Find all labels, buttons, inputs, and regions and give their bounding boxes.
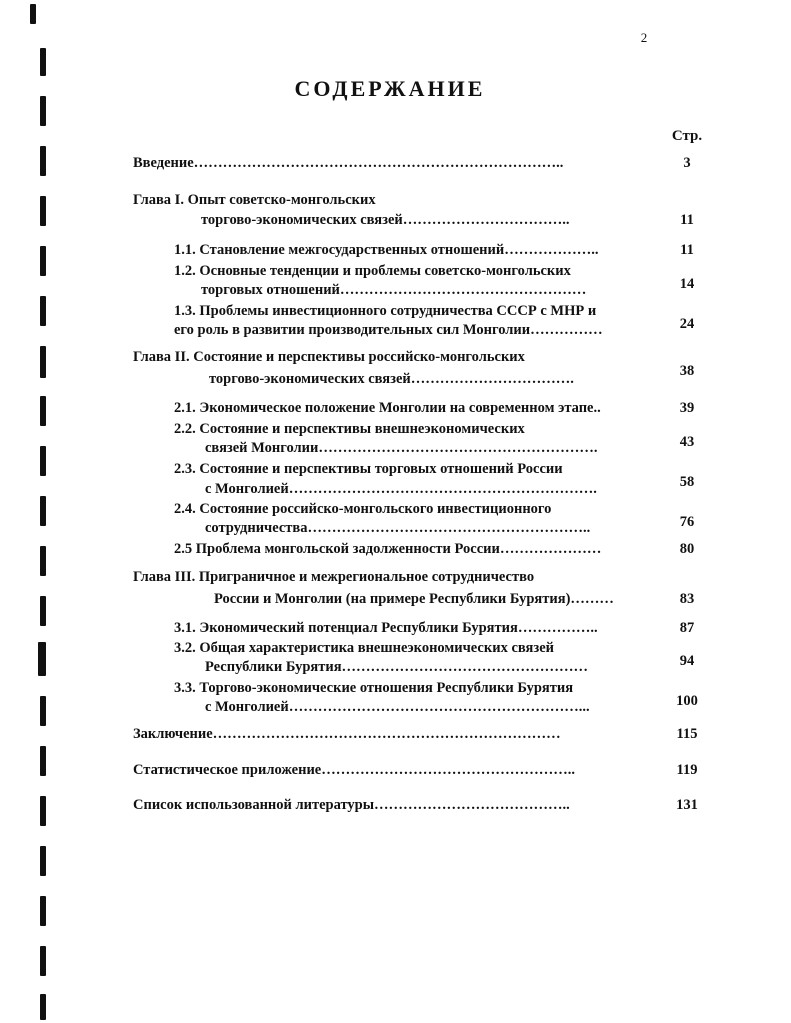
binding-mark	[40, 146, 46, 176]
toc-entry-page: 131	[676, 797, 698, 813]
toc-entry-page: 83	[679, 591, 695, 607]
toc-entry-text: Республики Бурятия……………………………………………	[205, 659, 589, 675]
toc-entry-text: 2.3. Состояние и перспективы торговых отношений России	[174, 461, 563, 477]
binding-mark	[40, 546, 46, 576]
toc-title: СОДЕРЖАНИЕ	[294, 76, 486, 101]
binding-mark	[40, 746, 46, 776]
toc-entry-text: Глава III. Приграничное и межрегиональное сотрудничество	[133, 569, 535, 585]
toc-entry-page: 115	[676, 726, 698, 742]
toc-entry-text: России и Монголии (на примере Республики Бурятия)………	[214, 591, 614, 607]
binding-mark	[40, 296, 46, 326]
toc-entry-text: 1.2. Основные тенденции и проблемы советско-монгольских	[174, 263, 571, 279]
toc-entry-text: с Монголией……………………………………………………….	[205, 481, 597, 497]
toc-entry-page: 39	[679, 400, 695, 416]
toc-entry-text: его роль в развитии производительных сил Монголии……………	[174, 322, 603, 338]
binding-mark	[40, 48, 46, 76]
toc-entry-text: 1.3. Проблемы инвестиционного сотрудничества СССР с МНР и	[174, 303, 597, 319]
toc-entry-text: Введение…………………………………………………………………..	[133, 155, 564, 171]
toc-entry-text: 3.1. Экономический потенциал Республики Бурятия……………..	[174, 620, 598, 636]
toc-entry-text: 2.4. Состояние российско-монгольского инвестиционного	[174, 501, 552, 517]
toc-entry-text: 1.1. Становление межгосударственных отношений………………..	[174, 242, 599, 258]
toc-entry-text: сотрудничества…………………………………………………..	[205, 520, 591, 536]
toc-entry-text: Статистическое приложение……………………………………………..	[133, 762, 575, 778]
toc-entry-page: 11	[680, 212, 694, 228]
toc-entry-text: 3.3. Торгово-экономические отношения Республики Бурятия	[174, 680, 574, 696]
toc-entry-page: 38	[679, 363, 695, 379]
toc-entry-page: 24	[679, 316, 695, 332]
toc-entry-page: 100	[676, 693, 698, 709]
binding-mark	[40, 96, 46, 126]
toc-entry-text: Список использованной литературы…………………………………..	[133, 797, 570, 813]
toc-entry-page: 58	[679, 474, 695, 490]
binding-mark	[40, 196, 46, 226]
toc-entry-page: 3	[683, 155, 691, 171]
toc-entry-text: 3.2. Общая характеристика внешнеэкономических связей	[174, 640, 554, 656]
page-column-header: Стр.	[671, 128, 703, 144]
binding-mark	[40, 246, 46, 276]
toc-entry-page: 14	[679, 276, 695, 292]
toc-entry-text: 2.2. Состояние и перспективы внешнеэкономических	[174, 421, 525, 437]
toc-entry-text: торгово-экономических связей…………………………….	[209, 371, 574, 387]
toc-entry-page: 119	[676, 762, 698, 778]
binding-mark	[40, 896, 46, 926]
binding-mark	[30, 4, 36, 24]
toc-entry-page: 80	[679, 541, 695, 557]
binding-mark	[38, 642, 46, 676]
toc-entry-text: торгово-экономических связей……………………………..	[201, 212, 570, 228]
binding-mark	[40, 696, 46, 726]
toc-entry-text: торговых отношений……………………………………………	[201, 282, 587, 298]
toc-entry-text: Заключение………………………………………………………………	[133, 726, 561, 742]
binding-mark	[40, 796, 46, 826]
binding-mark	[40, 396, 46, 426]
toc-entry-page: 76	[679, 514, 695, 530]
toc-entry-text: Глава II. Состояние и перспективы российско-монгольских	[133, 349, 525, 365]
toc-entry-text: Глава I. Опыт советско-монгольских	[133, 192, 376, 208]
binding-mark	[40, 946, 46, 976]
binding-mark	[40, 446, 46, 476]
binding-mark	[40, 596, 46, 626]
binding-mark	[40, 846, 46, 876]
toc-entry-text: связей Монголии………………………………………………….	[205, 440, 598, 456]
toc-entry-text: 2.5 Проблема монгольской задолженности России…………………	[174, 541, 602, 557]
binding-mark	[40, 994, 46, 1020]
toc-entry-page: 94	[679, 653, 695, 669]
toc-entry-text: с Монголией……………………………………………………...	[205, 699, 590, 715]
toc-entry-text: 2.1. Экономическое положение Монголии на современном этапе..	[174, 400, 601, 416]
page-number: 2	[640, 30, 648, 45]
binding-holes	[0, 0, 60, 1023]
binding-mark	[40, 496, 46, 526]
toc-entry-page: 87	[679, 620, 695, 636]
binding-mark	[40, 346, 46, 378]
toc-entry-page: 43	[679, 434, 695, 450]
toc-entry-page: 11	[680, 242, 694, 258]
